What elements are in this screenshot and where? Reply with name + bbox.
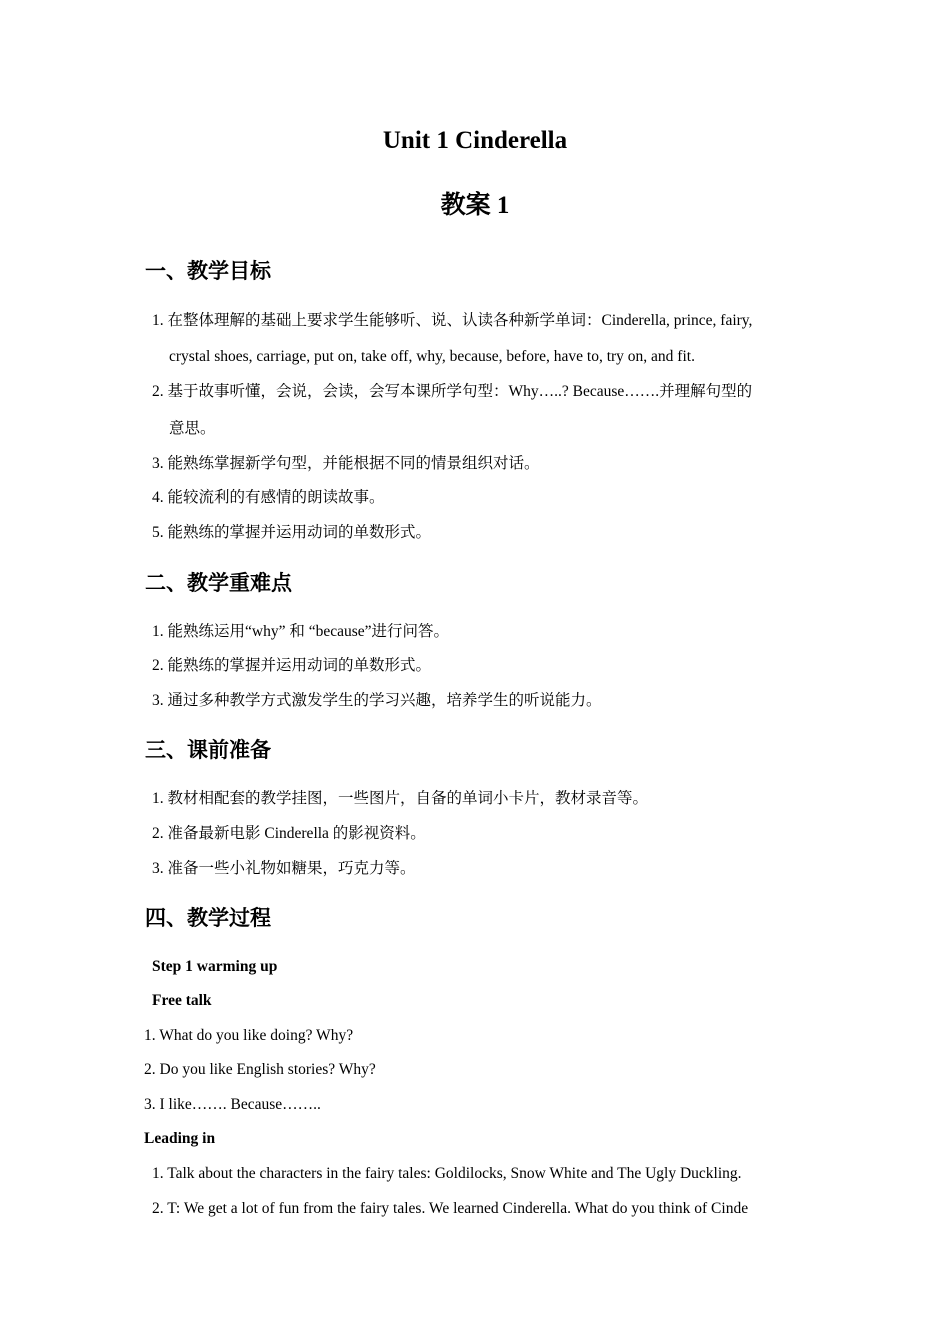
item-text: 教材相配套的教学挂图，一些图片，自备的单词小卡片，教材录音等。: [167, 790, 649, 807]
list-item: [152, 789, 648, 809]
list-item: [152, 1164, 742, 1184]
document-subtitle: 教案 1: [440, 192, 510, 219]
item-text: 基于故事听懂，会说，会读，会写本课所学句型：Why…..? Because…….并理解句型的: [167, 383, 753, 400]
list-item: [152, 382, 752, 402]
item-number: 1.: [152, 1165, 164, 1182]
item-number: 2.: [152, 657, 164, 674]
step-heading: Step 1 warming up: [152, 958, 278, 975]
item-text: 能熟练的掌握并运用动词的单数形式。: [167, 524, 432, 541]
list-item: [152, 311, 752, 331]
item-number: 2.: [152, 825, 164, 842]
list-item: [152, 523, 431, 543]
item-number: 2.: [152, 1200, 164, 1217]
list-item: [152, 656, 431, 676]
item-number: 1.: [152, 790, 164, 807]
talk-item: 3. I like……. Because……..: [144, 1096, 321, 1113]
item-number: 2.: [152, 383, 164, 400]
list-item: [152, 488, 385, 508]
item-text: 能熟练运用“why” 和 “because”进行问答。: [167, 623, 450, 640]
list-item: [152, 622, 449, 642]
section-heading-goals: 一、教学目标: [145, 259, 271, 283]
section-heading-process: 四、教学过程: [145, 906, 271, 930]
item-text: 准备最新电影 Cinderella 的影视资料。: [167, 825, 426, 842]
document-title: Unit 1 Cinderella: [382, 127, 568, 154]
subheading-leading-in: Leading in: [144, 1130, 216, 1147]
item-number: 1.: [152, 623, 164, 640]
item-number: 3.: [152, 860, 164, 877]
item-text: 准备一些小礼物如糖果，巧克力等。: [167, 860, 416, 877]
item-text: 通过多种教学方式激发学生的学习兴趣，培养学生的听说能力。: [167, 692, 602, 709]
item-text: 在整体理解的基础上要求学生能够听、说、认读各种新学单词：Cinderella, prince, fairy,: [167, 312, 753, 329]
item-text: 能熟练的掌握并运用动词的单数形式。: [167, 657, 432, 674]
subheading-free-talk: Free talk: [152, 992, 212, 1009]
list-item: [152, 824, 426, 844]
section-heading-preparation: 三、课前准备: [145, 738, 271, 762]
talk-item: 2. Do you like English stories? Why?: [144, 1061, 376, 1078]
list-item: [152, 454, 540, 474]
list-item: [152, 1199, 805, 1219]
talk-item: 1. What do you like doing? Why?: [144, 1027, 354, 1044]
list-item: [152, 859, 416, 879]
item-text: Talk about the characters in the fairy tales: Goldilocks, Snow White and The Ugly Duckling.: [167, 1165, 742, 1182]
item-number: 3.: [152, 692, 164, 709]
item-number: 4.: [152, 489, 164, 506]
item-text: 能较流利的有感情的朗读故事。: [167, 489, 385, 506]
item-text: 能熟练掌握新学句型，并能根据不同的情景组织对话。: [167, 455, 540, 472]
item-number: 3.: [152, 455, 164, 472]
item-number: 5.: [152, 524, 164, 541]
item-text-continuation: crystal shoes, carriage, put on, take off, why, because, before, have to, try on, and fit.: [169, 348, 695, 365]
section-heading-key-points: 二、教学重难点: [145, 571, 292, 595]
item-number: 1.: [152, 312, 164, 329]
item-text-continuation: 意思。: [169, 420, 216, 437]
item-text: T: We get a lot of fun from the fairy tales. We learned Cinderella. What do you think of Cinde: [167, 1200, 749, 1217]
list-item: [152, 691, 602, 711]
